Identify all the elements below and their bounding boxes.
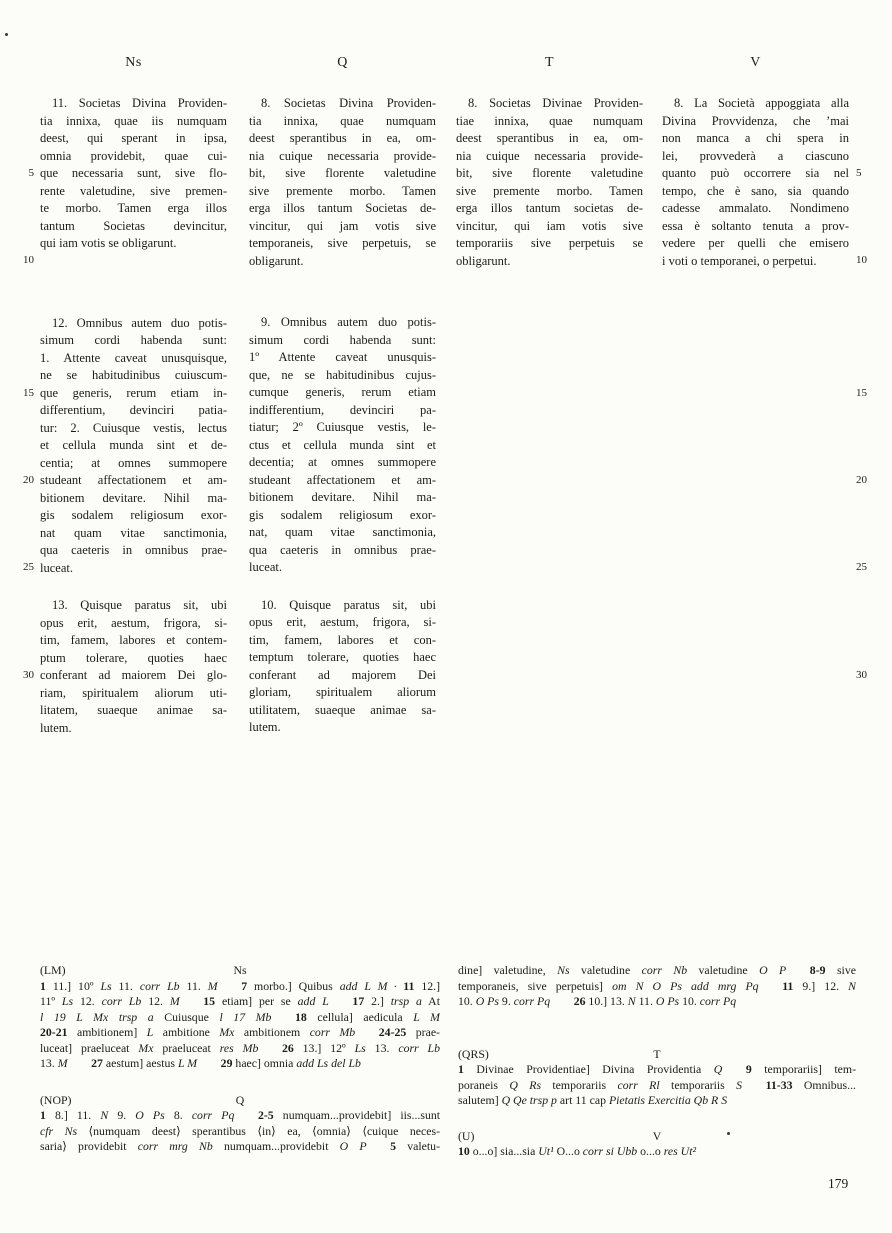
text-line: qua caeteris in omnibus prae-	[249, 542, 436, 557]
apparatus-line: 13. M 27 aestum] aestus L M 29 haec] omnia add Ls del Lb	[40, 1056, 361, 1070]
witness-siglum: Q	[235, 1092, 245, 1107]
text-line: 8. La Società appoggiata alla	[674, 96, 849, 110]
text-line: riam, spiritualem aliorum uti-	[40, 685, 227, 700]
text-line: simum cordi habenda sunt:	[40, 333, 227, 347]
text-line: bit, sive florente valetudine	[249, 166, 436, 180]
text-line: ptum tolerare, quoties haec	[40, 650, 227, 665]
text-line: vedere per quelli che emisero	[662, 236, 849, 250]
text-line: tim, famem, labores et con-	[249, 632, 436, 647]
text-line: temporariis sive perpetuis se	[456, 236, 643, 250]
text-line: cumque generis, rerum etiam	[249, 385, 436, 399]
text-line: nia cuique necessaria provide-	[249, 148, 436, 163]
text-line: Divina Provvidenza, che ’mai	[662, 113, 849, 128]
column-header-ns: Ns	[125, 55, 142, 70]
text-line: 8. Societas Divinae Providen-	[468, 96, 643, 110]
line-number: 25	[23, 561, 34, 573]
ink-dot	[5, 33, 8, 36]
text-line: bitionem devitare. Nihil ma-	[249, 490, 436, 504]
text-line: ne se habitudinibus cuiuscum-	[40, 368, 227, 382]
apparatus-line: 1 8.] 11. N 9. O Ps 8. corr Pq 2-5 numquam...providebit] iis...sunt	[40, 1108, 440, 1122]
text-line: tantum Societas devincitur,	[40, 218, 227, 233]
text-line: bit, sive florente valetudine	[456, 166, 643, 180]
line-number: 30	[856, 669, 867, 681]
witness-siglum: T	[653, 1046, 661, 1061]
line-number: 5	[856, 167, 862, 179]
column-q	[249, 95, 436, 737]
column-header-q: Q	[337, 55, 348, 70]
text-line: erga illos tantum Societas de-	[249, 201, 436, 215]
line-number: 25	[856, 561, 867, 573]
apparatus-line: poraneis Q Rs temporariis corr Rl temporariis S 11-33 Omnibus...	[458, 1077, 856, 1092]
manuscript-group-label: (QRS)	[458, 1046, 489, 1061]
text-line: 1. Attente caveat unusquisque,	[40, 350, 227, 365]
line-number: 20	[23, 474, 34, 486]
paragraph-13	[40, 597, 227, 737]
text-line: 9. Omnibus autem duo potis-	[261, 315, 436, 329]
column-t	[456, 95, 643, 270]
text-line: temptum tolerare, quoties haec	[249, 650, 436, 664]
text-line: 1º Attente caveat unusquis-	[249, 350, 436, 364]
apparatus-left-column	[40, 963, 440, 1155]
apparatus-block-lm	[40, 963, 440, 1072]
text-line: 11. Societas Divina Providen-	[52, 96, 227, 110]
text-line: que necessaria sunt, sive flo-	[40, 166, 227, 180]
text-line: ctus et cellula munda sint et	[249, 437, 436, 452]
text-line: sive premente morbo. Tamen	[249, 183, 436, 198]
text-line: et cellula munda sint et de-	[40, 438, 227, 452]
paragraph-10	[249, 597, 436, 737]
text-line: essa è soltanto tenuta a prov-	[662, 218, 849, 233]
text-line: cadesse ammalato. Nondimeno	[662, 201, 849, 215]
paragraph-12	[40, 315, 227, 578]
text-line: 13. Quisque paratus sit, ubi	[52, 598, 227, 612]
text-line: tia innixa, quae iis numquam	[40, 113, 227, 128]
text-line: nia cuique necessaria provide-	[456, 148, 643, 163]
apparatus-heading	[40, 963, 440, 979]
text-line: litatem, suaeque animae sa-	[40, 703, 227, 717]
text-line: opus erit, aestum, frigora, si-	[40, 615, 227, 630]
apparatus-line: 10. O Ps 9. corr Pq 26 10.] 13. N 11. O Ps 10. corr Pq	[458, 994, 737, 1008]
column-header-t: T	[544, 55, 555, 70]
text-line: gloriam, spiritualem aliorum	[249, 685, 436, 699]
apparatus-line: 20-21 ambitionem] L ambitione Mx ambitionem corr Mb 24-25 prae-	[40, 1025, 440, 1039]
apparatus-entries	[40, 979, 440, 1072]
paragraph-11	[40, 95, 227, 253]
apparatus-line: 1 Divinae Providentiae] Divina Providentia Q 9 temporariis] tem-	[458, 1062, 856, 1076]
text-line: qua caeteris in omnibus prae-	[40, 543, 227, 557]
text-line: obligarunt.	[249, 253, 304, 268]
text-line: rente valetudine, sive premen-	[40, 183, 227, 198]
text-line: decentia; at omnes summopere	[249, 455, 436, 469]
text-line: obligarunt.	[456, 253, 511, 268]
apparatus-line: luceat] praeluceat Mx praeluceat res Mb 26 13.] 12º Ls 13. corr Lb	[40, 1040, 440, 1055]
column-ns	[40, 95, 227, 737]
text-line: que, ne se habitudinibus cujus-	[249, 367, 436, 382]
line-number: 20	[856, 474, 867, 486]
witness-siglum: V	[652, 1128, 662, 1143]
apparatus-block-nop	[40, 1093, 440, 1155]
apparatus-heading	[458, 1047, 856, 1063]
text-line: gis sodalem religiosum exor-	[249, 507, 436, 522]
line-number: 15	[856, 387, 867, 399]
text-line: simum cordi habenda sunt:	[249, 332, 436, 347]
text-line: quanto può occorrere sia nel	[662, 166, 849, 180]
paragraph-8	[249, 95, 436, 270]
text-line: indifferentium, devinciri pa-	[249, 402, 436, 417]
apparatus-block-qrs	[458, 1047, 856, 1109]
apparatus-block-nop-continued	[458, 963, 856, 1010]
apparatus-line: cfr Ns ⟨numquam deest⟩ sperantibus ⟨in⟩ ea, ⟨omnia⟩ ⟨cuique neces-	[40, 1123, 440, 1138]
text-line: sive premente morbo. Tamen	[456, 183, 643, 198]
apparatus-heading	[458, 1129, 856, 1145]
text-line: que generis, rerum etiam in-	[40, 385, 227, 400]
line-number: 30	[23, 669, 34, 681]
text-line: nat quam vitae sanctimonia,	[40, 525, 227, 540]
text-line: luceat.	[249, 560, 282, 574]
line-number: 5	[28, 167, 34, 179]
line-number: 10	[856, 254, 867, 266]
text-line: non manca a chi spera in	[662, 131, 849, 145]
text-line: temporaneis, sive perpetuis, se	[249, 236, 436, 250]
apparatus-entries	[458, 963, 856, 1010]
line-number: 10	[23, 254, 34, 266]
manuscript-group-label: (LM)	[40, 963, 66, 977]
text-line: centia; at omnes summopere	[40, 455, 227, 470]
text-line: qui iam votis se obligarunt.	[40, 236, 177, 250]
text-line: tia innixa, quae numquam	[249, 113, 436, 128]
text-line: studeant affectationem et am-	[249, 472, 436, 487]
page-number: 179	[828, 1176, 849, 1191]
column-v	[662, 95, 849, 270]
apparatus-entries	[40, 1108, 440, 1155]
text-line: tur: 2. Cuiusque vestis, lectus	[40, 420, 227, 435]
text-line: deest sperantibus in ea, om-	[249, 131, 436, 145]
text-line: lutem.	[249, 720, 281, 734]
text-line: luceat.	[40, 560, 73, 575]
text-line: deest sperantibus in ea, om-	[456, 131, 643, 145]
text-line: gis sodalem religiosum exor-	[40, 508, 227, 522]
paragraph-8t	[456, 95, 643, 270]
text-line: bitionem devitare. Nihil ma-	[40, 490, 227, 505]
apparatus-line: temporaneis, sive perpetuis] om N O Ps add mrg Pq 11 9.] 12. N	[458, 978, 856, 993]
apparatus-line: l 19 L Mx trsp a Cuiusque l 17 Mb 18 cellula] aedicula L M	[40, 1009, 440, 1024]
apparatus-line: 11º Ls 12. corr Lb 12. M 15 etiam] per se add L 17 2.] trsp a At	[40, 994, 440, 1008]
manuscript-group-label: (U)	[458, 1128, 475, 1143]
paragraph-8v	[662, 95, 849, 270]
text-line: vincitur, qui jam votis sive	[249, 218, 436, 233]
paragraph-9	[249, 314, 436, 577]
apparatus-heading	[40, 1093, 440, 1109]
apparatus-line: salutem] Q Qe trsp p art 11 cap Pietatis Exercitia Qb R S	[458, 1093, 728, 1107]
text-line: utilitatem, suaeque animae sa-	[249, 702, 436, 717]
manuscript-group-label: (NOP)	[40, 1092, 72, 1107]
text-line: 12. Omnibus autem duo potis-	[52, 315, 227, 330]
text-line: lei, provvederà a ciascuno	[662, 148, 849, 163]
text-line: te morbo. Tamen erga illos	[40, 201, 227, 215]
text-line: tempo, che è sano, sia quando	[662, 183, 849, 198]
text-line: 8. Societas Divina Providen-	[261, 96, 436, 110]
text-line: studeant affectationem et am-	[40, 473, 227, 487]
text-line: differentium, devinciri patia-	[40, 403, 227, 417]
text-line: 10. Quisque paratus sit, ubi	[261, 597, 436, 612]
text-line: conferant ad maiorem Dei glo-	[40, 668, 227, 682]
witness-siglum: Ns	[233, 963, 247, 977]
apparatus-line: saria⟩ providebit corr mrg Nb numquam...providebit O P 5 valetu-	[40, 1139, 440, 1153]
apparatus-line: 10 o...o] sia...sia Ut¹ O...o corr si Ubb o...o res Ut²	[458, 1144, 697, 1158]
apparatus-block-u	[458, 1129, 856, 1160]
text-line: vincitur, qui iam votis sive	[456, 218, 643, 233]
column-header-v: V	[750, 55, 761, 70]
text-line: tim, famem, labores et contem-	[40, 633, 227, 647]
text-line: lutem.	[40, 720, 72, 735]
text-line: conferant ad majorem Dei	[249, 667, 436, 682]
text-line: i voti o temporanei, o perpetui.	[662, 253, 817, 268]
line-number: 15	[23, 387, 34, 399]
text-line: nat, quam vitae sanctimonia,	[249, 525, 436, 539]
text-line: omnia providebit, quae cui-	[40, 148, 227, 163]
text-line: tiae innixa, quae numquam	[456, 113, 643, 128]
text-line: erga illos tantum societas de-	[456, 201, 643, 215]
apparatus-line: 1 11.] 10º Ls 11. corr Lb 11. M 7 morbo.] Quibus add L M · 11 12.]	[40, 978, 440, 993]
text-line: tiatur; 2º Cuiusque vestis, le-	[249, 420, 436, 434]
apparatus-entries	[458, 1144, 856, 1160]
apparatus-entries	[458, 1062, 856, 1109]
text-line: opus erit, aestum, frigora, si-	[249, 615, 436, 629]
apparatus-right-column	[458, 963, 856, 1160]
apparatus-line: dine] valetudine, Ns valetudine corr Nb valetudine O P 8-9 sive	[458, 963, 856, 977]
text-line: deest, qui sperant in ipsa,	[40, 131, 227, 145]
